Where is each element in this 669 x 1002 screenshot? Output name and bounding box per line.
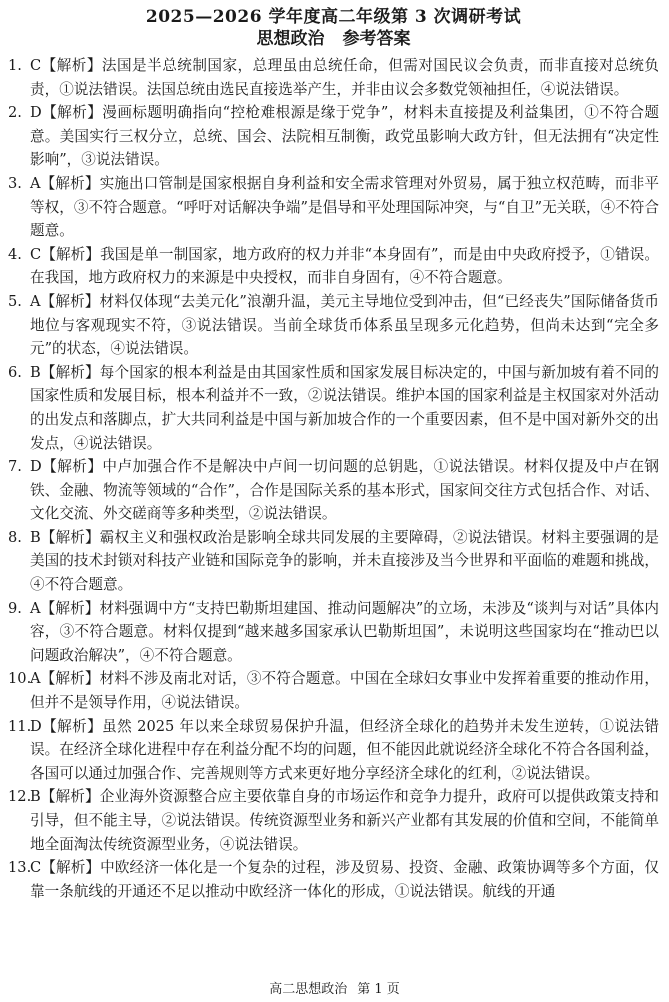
analysis-text: 中卢加强合作不是解决中卢间一切问题的总钥匙，①说法错误。材料仅提及中卢在钢铁、金融、物流等领域的“合作”，合作是国际关系的基本形式，国家间交往方式包括合作、对话、文化交流、外交磋商等多种类型，②说法错误。 [30, 458, 659, 523]
analysis-tag: 【解析】 [41, 717, 103, 735]
analysis-tag: 【解析】 [41, 104, 103, 122]
item-number: 13. [8, 859, 32, 877]
answer-item-1 [8, 54, 659, 101]
item-number: 3. [8, 174, 22, 192]
page-title: 2025—2026 学年度高二年级第 3 次调研考试 [145, 7, 522, 27]
answer-item-7 [8, 455, 659, 526]
answer-item-3 [8, 172, 659, 243]
analysis-tag: 【解析】 [40, 528, 100, 546]
answer-item-10 [8, 667, 659, 714]
answer-choice: C [30, 245, 42, 263]
item-number: 4. [8, 245, 22, 263]
answer-item-13 [8, 856, 659, 903]
analysis-text: 法国是半总统制国家，总理虽由总统任命，但需对国民议会负责，而非直接对总统负责，①说法错误。法国总统由选民直接选举产生，并非由议会多数党领袖担任，④说法错误。 [30, 57, 659, 98]
analysis-text: 虽然 2025 年以来全球贸易保护升温，但经济全球化的趋势并未发生逆转，①说法错误。在经济全球化进程中存在利益分配不均的问题，但不能因此就说经济全球化不符合各国利益，各国可以通过加强合作、完善规则等方式来更好地分享经济全球化的红利，②说法错误。 [30, 717, 659, 782]
footer-label: 高二思想政治 [269, 982, 348, 997]
answer-choice: A [30, 599, 41, 617]
analysis-tag: 【解析】 [40, 363, 100, 381]
analysis-tag: 【解析】 [40, 174, 100, 192]
answer-choice: A [30, 292, 41, 310]
analysis-text: 材料仅体现“去美元化”浪潮升温，美元主导地位受到冲击，但“已经丧失”国际储备货币地位与客观现实不符，③说法错误。当前全球货币体系虽呈现多元化趋势，但尚未达到“完全多元”的状态，④说法错误。 [30, 292, 659, 358]
answer-item-6 [8, 361, 659, 455]
analysis-tag: 【解析】 [41, 859, 101, 877]
answer-choice: A [30, 670, 41, 688]
analysis-tag: 【解析】 [40, 599, 100, 617]
item-number: 2. [8, 104, 22, 122]
page-number: 第 1 页 [357, 982, 400, 997]
answer-choice: A [30, 174, 41, 192]
analysis-tag: 【解析】 [41, 245, 101, 263]
analysis-tag: 【解析】 [40, 292, 100, 310]
item-number: 8. [8, 528, 22, 546]
answer-choice: D [30, 104, 42, 122]
analysis-tag: 【解析】 [41, 57, 102, 74]
item-number: 9. [8, 599, 22, 617]
analysis-tag: 【解析】 [40, 670, 100, 688]
answer-item-4 [8, 243, 659, 290]
analysis-text: 漫画标题明确指向“控枪难根源是缘于党争”，材料未直接提及利益集团，①不符合题意。美国实行三权分立，总统、国会、法院相互制衡，政党虽影响大政方针，但无法拥有“决定性影响”，③说法错误。 [30, 104, 659, 169]
answer-choice: B [30, 528, 41, 546]
item-number: 12. [8, 788, 32, 806]
analysis-text: 每个国家的根本利益是由其国家性质和国家发展目标决定的，中国与新加坡有着不同的国家性质和发展目标，根本利益并不一致，②说法错误。维护本国的国家利益是主权国家对外活动的出发点和落脚点，扩大共同利益是中国与新加坡合作的一个重要因素，但不是中国对新外交的出发点，④说法错误。 [30, 363, 659, 452]
answer-choice: B [30, 363, 41, 381]
analysis-text: 中欧经济一体化是一个复杂的过程，涉及贸易、投资、金融、政策协调等多个方面，仅靠一条航线的开通还不足以推动中欧经济一体化的形成，①说法错误。航线的开通 [30, 859, 659, 900]
page-footer [0, 982, 669, 998]
item-number: 6. [8, 363, 22, 381]
answer-list [8, 54, 659, 903]
answer-item-2 [8, 101, 659, 172]
doc-type-label: 参考答案 [342, 29, 411, 49]
answer-choice: C [30, 57, 42, 74]
item-number: 1. [8, 57, 22, 74]
answer-item-9 [8, 597, 659, 668]
answer-item-12 [8, 785, 659, 856]
page-subtitle [8, 28, 659, 50]
answer-item-8 [8, 526, 659, 597]
analysis-tag: 【解析】 [40, 788, 100, 806]
analysis-tag: 【解析】 [41, 458, 103, 476]
analysis-text: 材料强调中方“支持巴勒斯坦建国、推动问题解决”的立场，未涉及“谈判与对话”具体内容，③不符合题意。材料仅提到“越来越多国家承认巴勒斯坦国”，未说明这些国家均在“推动巴以问题政治解决”，④不符合题意。 [30, 599, 659, 664]
analysis-text: 实施出口管制是国家根据自身利益和安全需求管理对外贸易，属于独立权范畴，而非平等权，③不符合题意。“呼吁对话解决争端”是倡导和平处理国际冲突，与“自卫”无关联，④不符合题意。 [30, 174, 659, 240]
answer-item-11 [8, 715, 659, 786]
item-number: 10. [8, 670, 32, 688]
answer-choice: B [30, 788, 41, 806]
analysis-text: 企业海外资源整合应主要依靠自身的市场运作和竞争力提升，政府可以提供政策支持和引导，但不能主导，②说法错误。传统资源型业务和新兴产业都有其发展的价值和空间，不能简单地全面淘汰传统资源型业务，④说法错误。 [30, 788, 659, 853]
answer-item-5 [8, 290, 659, 361]
answer-choice: C [30, 859, 42, 877]
answer-choice: D [30, 717, 42, 735]
item-number: 5. [8, 292, 22, 310]
analysis-text: 材料不涉及南北对话，③不符合题意。中国在全球妇女事业中发挥着重要的推动作用，但并不是领导作用，④说法错误。 [30, 670, 659, 712]
analysis-text: 我国是单一制国家，地方政府的权力并非“本身固有”，而是由中央政府授予，①错误。在我国，地方政府权力的来源是中央授权，而非自身固有，④不符合题意。 [30, 245, 659, 287]
answer-choice: D [30, 458, 42, 476]
item-number: 11. [8, 717, 32, 735]
item-number: 7. [8, 458, 22, 476]
analysis-text: 霸权主义和强权政治是影响全球共同发展的主要障碍，②说法错误。材料主要强调的是美国的技术封锁对科技产业链和国际竞争的影响，并未直接涉及当今世界和平面临的难题和挑战，④不符合题意。 [30, 528, 659, 594]
subject-label: 思想政治 [256, 29, 325, 49]
